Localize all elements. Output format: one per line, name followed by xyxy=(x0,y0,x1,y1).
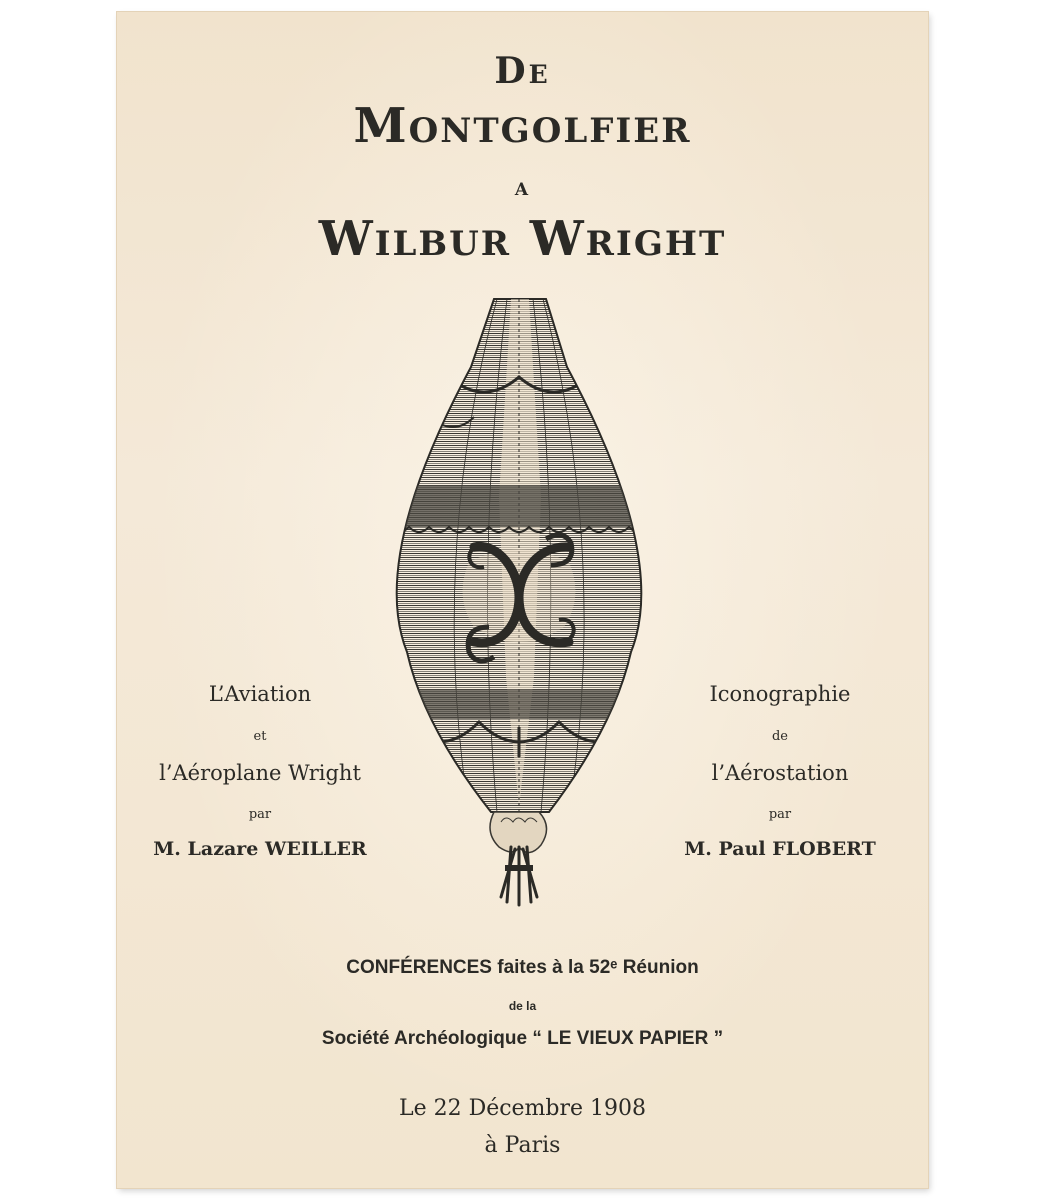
right-line-de: de xyxy=(771,729,788,744)
title-line-a: a xyxy=(514,172,531,201)
conference-societe: Société Archéologique “ LE VIEUX PAPIER ” xyxy=(321,1028,724,1049)
conference-line: CONFÉRENCES faites à la 52ᵉ Réunion xyxy=(346,957,699,978)
event-date: Le 22 Décembre 1908 xyxy=(398,1096,647,1121)
left-line-aeroplane: l’Aéroplane Wright xyxy=(159,761,361,785)
right-line-iconographie: Iconographie xyxy=(709,682,851,706)
left-line-aviation: L’Aviation xyxy=(208,682,312,706)
right-line-par: par xyxy=(768,807,792,822)
event-place: à Paris xyxy=(484,1133,561,1158)
book-cover xyxy=(117,12,928,1188)
left-author: M. Lazare WEILLER xyxy=(153,838,367,860)
title-line-de: De xyxy=(494,50,551,92)
right-line-aerostation: l’Aérostation xyxy=(711,761,849,785)
title-line-wilbur-wright: Wilbur Wright xyxy=(318,211,727,267)
conference-de-la: de la xyxy=(508,999,537,1013)
title-line-montgolfier: Montgolfier xyxy=(353,98,692,154)
right-author: M. Paul FLOBERT xyxy=(684,838,876,860)
montgolfier-balloon-engraving xyxy=(369,297,669,907)
left-line-par: par xyxy=(248,807,272,822)
left-line-et: et xyxy=(253,729,267,744)
